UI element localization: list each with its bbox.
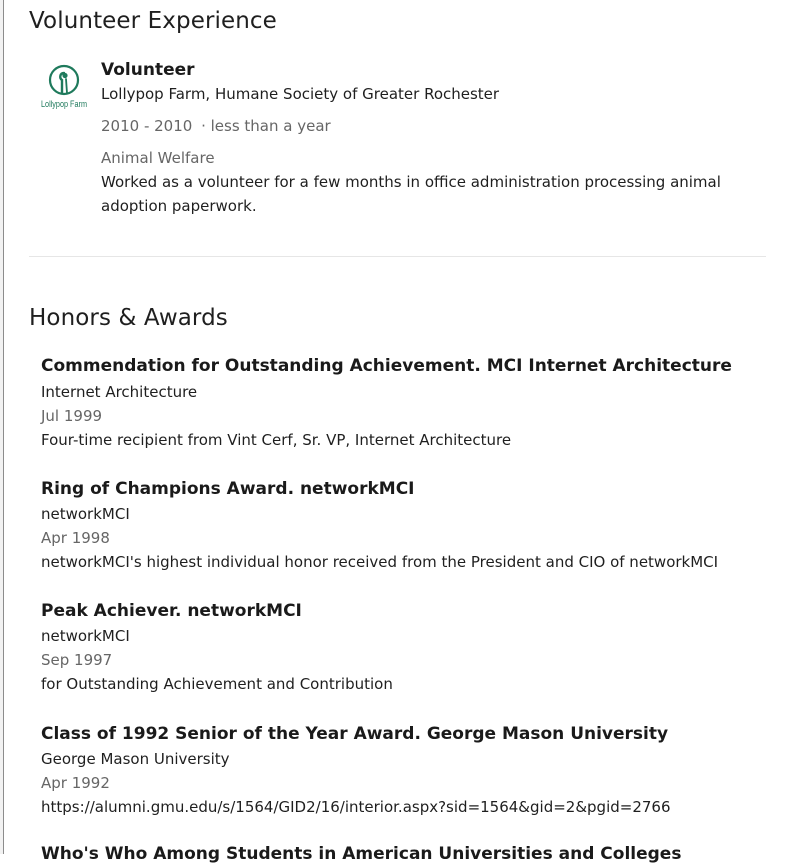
volunteer-description: Worked as a volunteer for a few months in office administration processing animal adoption paperwork. [101, 173, 721, 215]
award-title: Class of 1992 Senior of the Year Award. George Mason University [41, 724, 669, 744]
award-description: Four-time recipient from Vint Cerf, Sr. VP, Internet Architecture [41, 431, 512, 449]
award-item [41, 477, 761, 574]
volunteer-date-row [101, 115, 761, 137]
award-date: Sep 1997 [41, 651, 113, 669]
svg-text:Lollypop Farm: Lollypop Farm [41, 99, 88, 110]
award-item [41, 842, 761, 866]
honors-section-title: Honors & Awards [29, 305, 228, 331]
award-date: Jul 1999 [41, 407, 103, 425]
award-title: Ring of Champions Award. networkMCI [41, 479, 415, 499]
award-title: Commendation for Outstanding Achievement. MCI Internet Architecture [41, 356, 732, 376]
volunteer-section-title: Volunteer Experience [29, 8, 277, 34]
award-description: for Outstanding Achievement and Contribution [41, 675, 393, 693]
volunteer-organization[interactable]: Lollypop Farm, Humane Society of Greater Rochester [101, 85, 500, 103]
award-description: networkMCI's highest individual honor received from the President and CIO of networkMCI [41, 553, 719, 571]
volunteer-details [101, 59, 761, 218]
award-title: Who's Who Among Students in American Universities and Colleges [41, 844, 682, 864]
award-issuer: Internet Architecture [41, 383, 198, 401]
award-item [41, 599, 761, 696]
volunteer-duration: · less than a year [201, 117, 331, 135]
volunteer-section [29, 8, 766, 34]
award-description[interactable]: https://alumni.gmu.edu/s/1564/GID2/16/interior.aspx?sid=1564&gid=2&pgid=2766 [41, 798, 671, 816]
award-item [41, 354, 761, 452]
lollypop-farm-logo[interactable] [40, 63, 88, 111]
volunteer-dates: 2010 - 2010 [101, 117, 193, 135]
section-divider [29, 256, 766, 257]
award-issuer: networkMCI [41, 627, 130, 645]
award-date: Apr 1992 [41, 774, 110, 792]
award-title: Peak Achiever. networkMCI [41, 601, 302, 621]
page-left-border [0, 0, 4, 854]
award-item [41, 722, 761, 819]
volunteer-role: Volunteer [101, 60, 195, 80]
honors-section [29, 305, 766, 331]
award-issuer: George Mason University [41, 750, 230, 768]
award-issuer: networkMCI [41, 505, 130, 523]
volunteer-cause: Animal Welfare [101, 149, 215, 167]
lollypop-logo-icon [40, 63, 88, 111]
award-date: Apr 1998 [41, 529, 110, 547]
